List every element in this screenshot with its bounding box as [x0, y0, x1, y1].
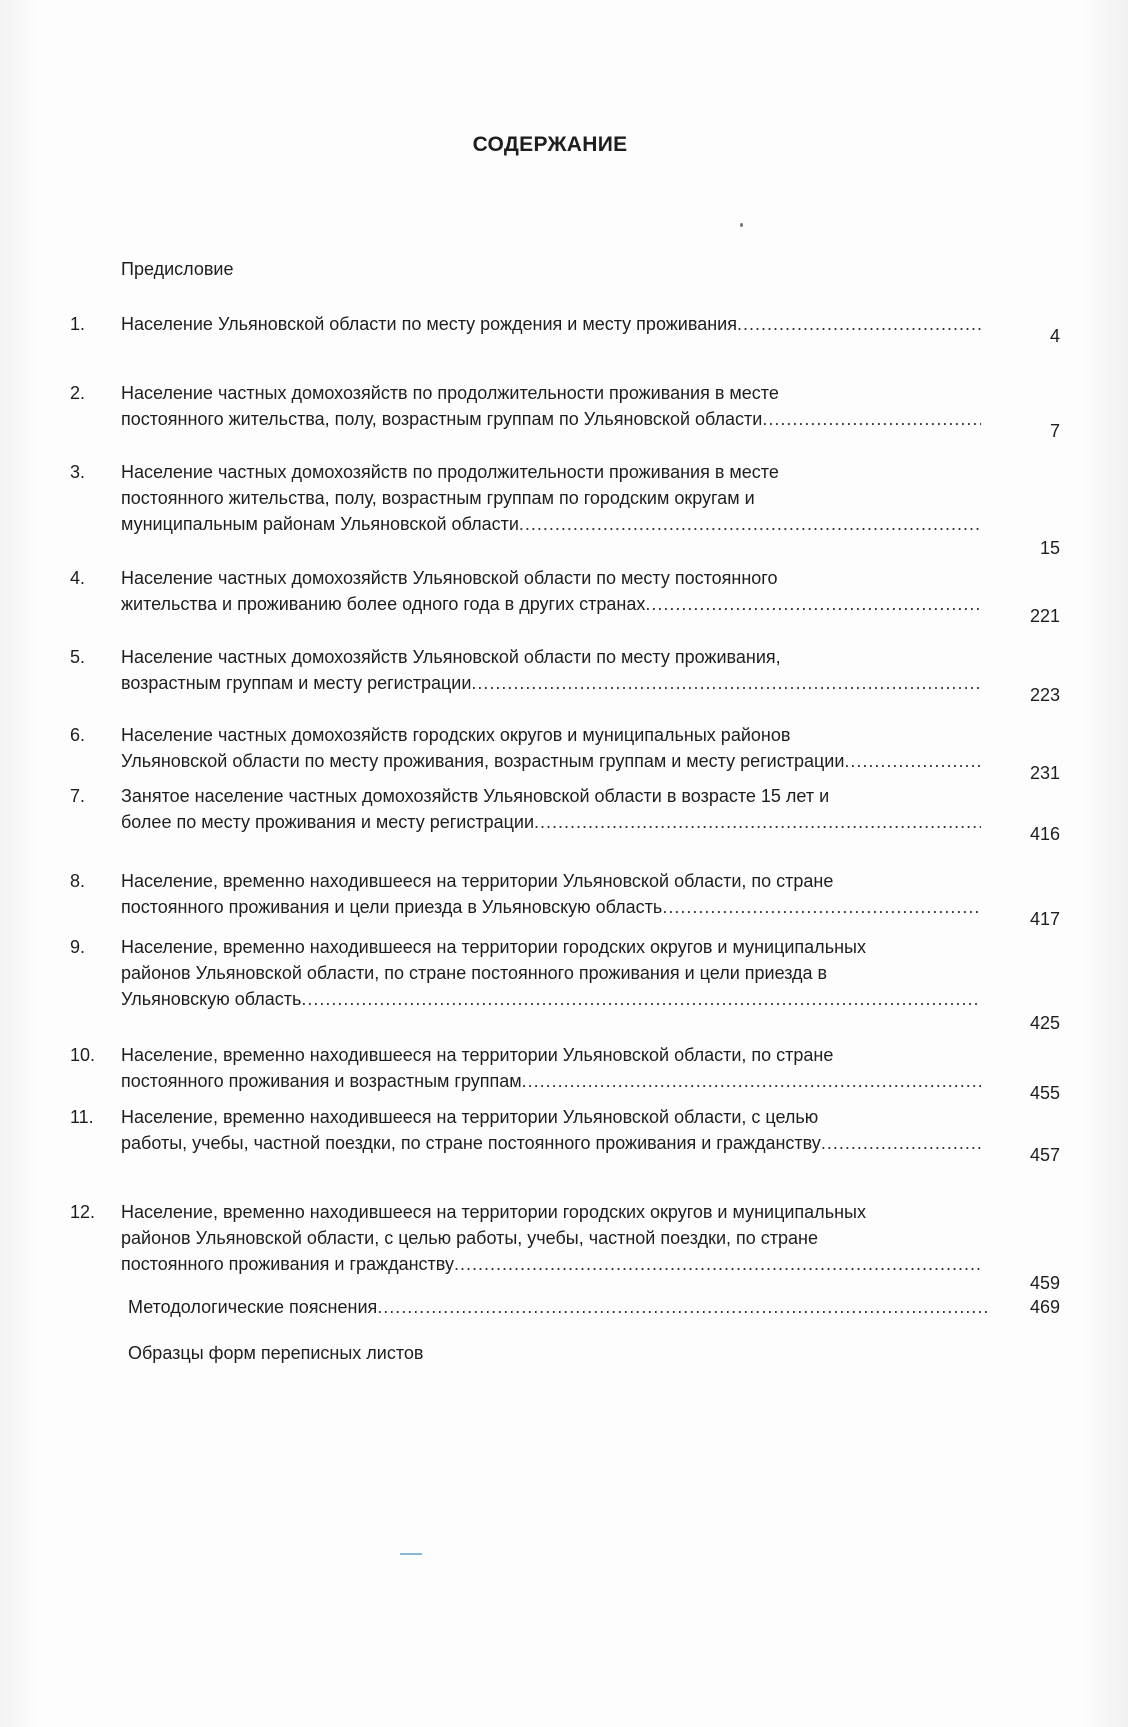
toc-entry-line: постоянного жительства, полу, возрастным группам по Ульяновской области [121, 409, 763, 429]
toc-entry-line: Занятое население частных домохозяйств Ульяновской области в возрасте 15 лет и [121, 786, 830, 806]
leader-dots [301, 986, 981, 1012]
toc-entry-number: 8. [70, 871, 86, 891]
toc-page-number: 459 [1029, 1273, 1060, 1294]
toc-entry-number: 1. [70, 314, 86, 334]
toc-page-number: 455 [1029, 1083, 1060, 1103]
toc-entry-line: Ульяновскую область [121, 989, 302, 1009]
leader-dots [519, 511, 981, 537]
toc-page-number: 15 [1039, 538, 1060, 558]
toc-entry-line: более по месту проживания и месту регистрации [121, 812, 535, 832]
toc-entry-number: 11. [70, 1107, 94, 1127]
scan-mark [400, 1553, 422, 1555]
toc-entry-line: постоянного жительства, полу, возрастным группам по городским округам и [121, 488, 755, 508]
toc-entry-line: постоянного проживания и возрастным группам [121, 1071, 522, 1091]
toc-preface: Предисловие [121, 259, 234, 279]
toc-appendix: Образцы форм переписных листов [128, 1343, 424, 1363]
toc-entry-line: постоянного проживания и цели приезда в Ульяновскую область [121, 897, 663, 917]
toc-entry-number: 2. [70, 383, 86, 403]
leader-dots [522, 1068, 981, 1094]
leader-dots [645, 591, 981, 617]
leader-dots [534, 809, 981, 835]
toc-entry-number: 6. [70, 725, 86, 745]
toc-entry-number: 5. [70, 647, 86, 667]
toc-entry-line: Население, временно находившееся на территории городских округов и муниципальных [121, 1202, 866, 1222]
toc-entry-line: районов Ульяновской области, с целью работы, учебы, частной поездки, по стране [121, 1228, 818, 1248]
toc-entry-line: Население частных домохозяйств городских округов и муниципальных районов [121, 725, 791, 745]
toc-entry-number: 3. [70, 462, 86, 482]
toc-page-number: 7 [1049, 421, 1060, 441]
leader-dots [454, 1251, 981, 1277]
toc-entry-line: Население, временно находившееся на территории Ульяновской области, с целью [121, 1107, 819, 1127]
toc-page-number: 4 [1049, 326, 1060, 346]
toc-page-number: 417 [1029, 909, 1060, 929]
toc-entry-line: постоянного проживания и гражданству [121, 1254, 454, 1274]
toc-entry-line: Население частных домохозяйств Ульяновской области по месту проживания, [121, 647, 781, 667]
leader-dots [471, 670, 981, 696]
toc-page-number: 416 [1029, 824, 1060, 844]
toc-entry-line: Население частных домохозяйств по продолжительности проживания в месте [121, 383, 779, 403]
toc-entry-line: жительства и проживанию более одного года в других странах [121, 594, 646, 614]
leader-dots [737, 311, 981, 337]
toc-entry-line: Методологические пояснения [128, 1297, 378, 1317]
toc-page-number: 231 [1029, 763, 1060, 783]
toc-entry-line: работы, учебы, частной поездки, по стране постоянного проживания и гражданству [121, 1133, 821, 1153]
toc-page-number: 223 [1029, 685, 1060, 705]
toc-entry-number: 7. [70, 786, 86, 806]
leader-dots [762, 406, 981, 432]
toc-entry-line: Население частных домохозяйств Ульяновской области по месту постоянного [121, 568, 778, 588]
toc-page-number: 221 [1029, 606, 1060, 626]
toc-entry-line: муниципальным районам Ульяновской области [121, 514, 519, 534]
toc-page-number: 425 [1029, 1013, 1060, 1033]
scan-speck [740, 223, 743, 227]
toc-page-number: 469 [1029, 1297, 1060, 1317]
toc-entry-line: возрастным группам и месту регистрации [121, 673, 472, 693]
toc-entry-line: Население частных домохозяйств по продолжительности проживания в месте [121, 462, 779, 482]
leader-dots [844, 748, 981, 774]
toc-entry-line: Население, временно находившееся на территории Ульяновской области, по стране [121, 1045, 834, 1065]
leader-dots [377, 1294, 988, 1320]
toc-page-number: 457 [1029, 1145, 1060, 1165]
toc-entry-line: районов Ульяновской области, по стране постоянного проживания и цели приезда в [121, 963, 828, 983]
toc-entry-number: 9. [70, 937, 86, 957]
toc-entry-line: Население, временно находившееся на территории городских округов и муниципальных [121, 937, 866, 957]
leader-dots [662, 894, 981, 920]
toc-entry-line: Население, временно находившееся на территории Ульяновской области, по стране [121, 871, 834, 891]
toc-entry-line: Население Ульяновской области по месту рождения и месту проживания [121, 314, 737, 334]
leader-dots [821, 1130, 981, 1156]
toc-entry-number: 4. [70, 568, 86, 588]
toc-entry-line: Ульяновской области по месту проживания, возрастным группам и месту регистрации [121, 751, 845, 771]
toc-entry-number: 12. [70, 1202, 96, 1222]
page-title: СОДЕРЖАНИЕ [472, 133, 628, 156]
toc-entry-number: 10. [70, 1045, 96, 1065]
